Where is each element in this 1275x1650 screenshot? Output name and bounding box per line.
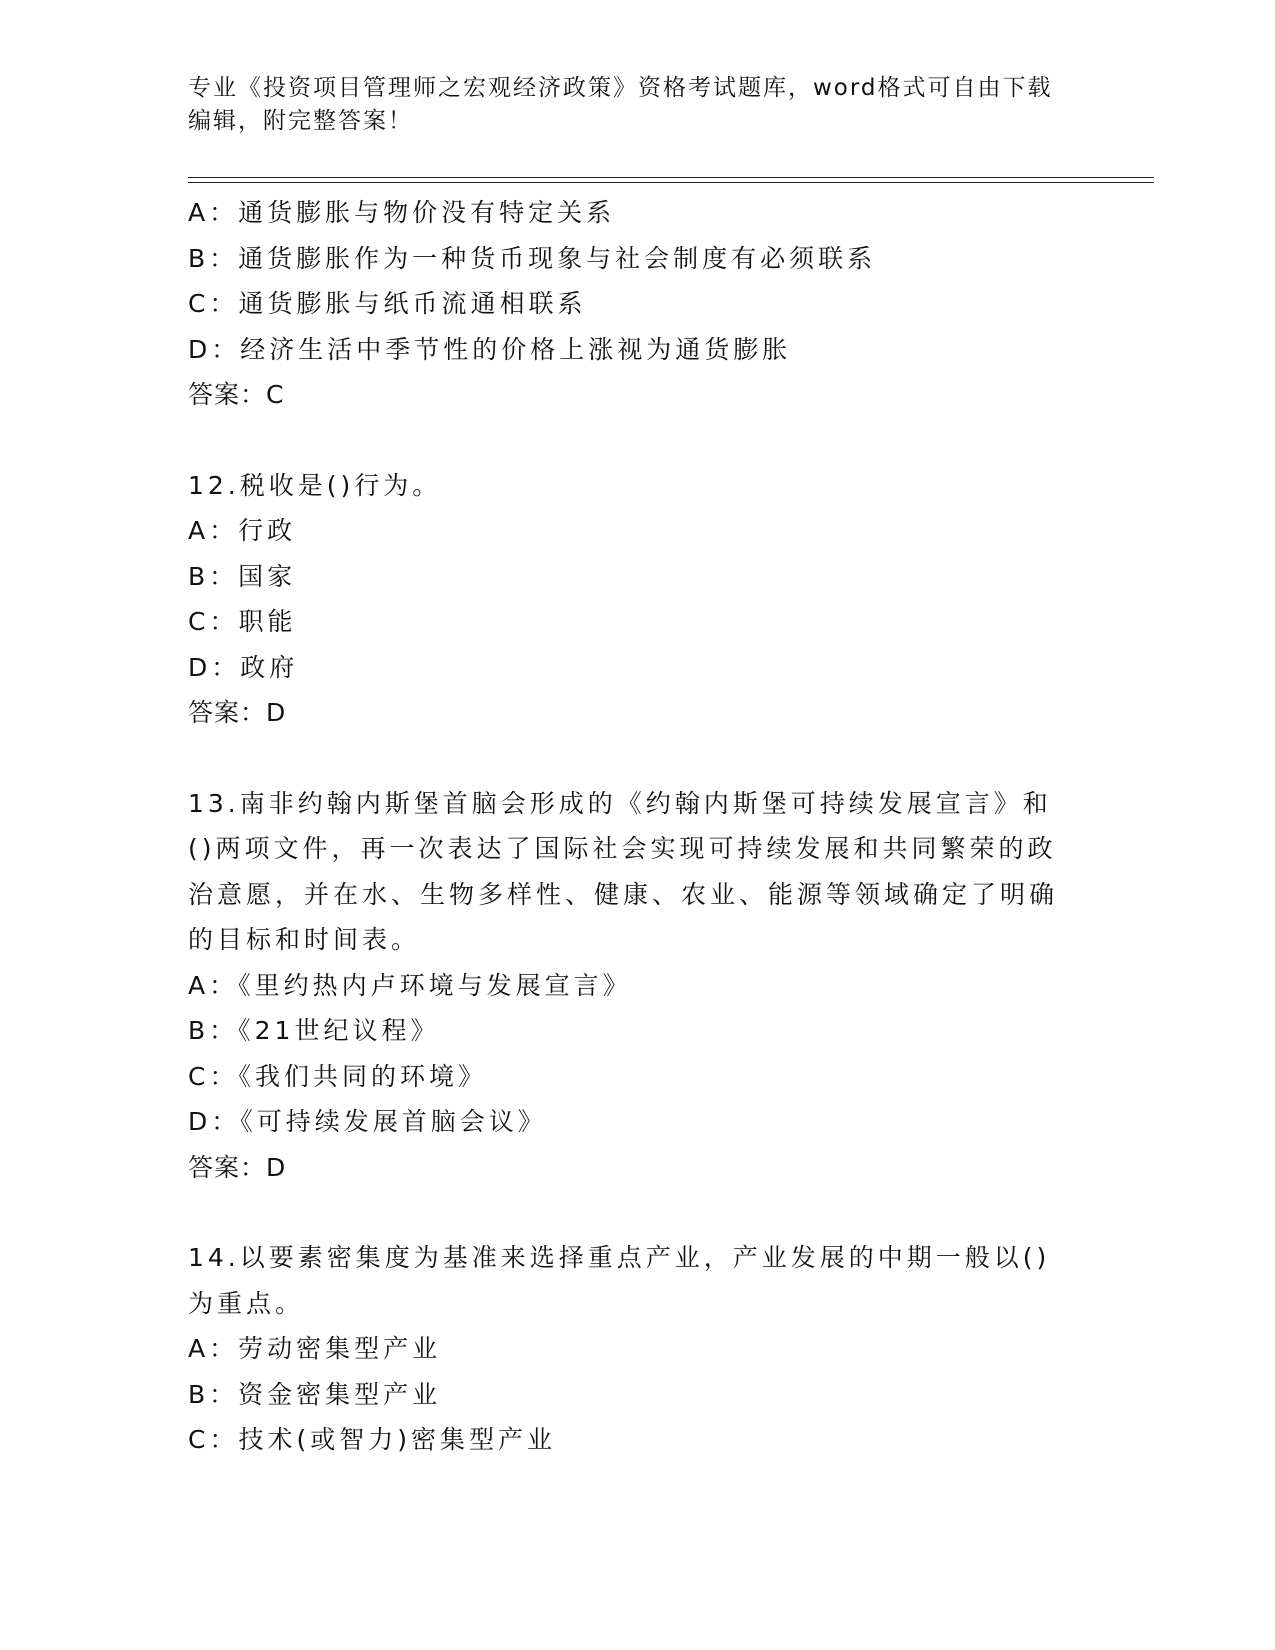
answer-line: 答案：C (188, 380, 285, 409)
question-text: 13.南非约翰内斯堡首脑会形成的《约翰内斯堡可持续发展宣言》和()两项文件，再一次表达了国际社会实现可持续发展和共同繁荣的政治意愿，并在水、生物多样性、健康、农业、能源等领域确定了明确的目标和时间表。 (188, 788, 1059, 954)
question-block (188, 1235, 1078, 1463)
question-text: 14.以要素密集度为基准来选择重点产业，产业发展的中期一般以()为重点。 (188, 1243, 1051, 1318)
option-a: A：《里约热内卢环境与发展宣言》 (188, 970, 632, 1000)
question-list (188, 190, 1078, 1463)
header-rule-bottom (188, 182, 1154, 183)
header-rule-top (188, 177, 1154, 178)
option-c: C：职能 (188, 607, 297, 636)
option-a: A：通货膨胀与物价没有特定关系 (188, 198, 616, 227)
question-block (188, 190, 1078, 418)
option-d: D：《可持续发展首脑会议》 (188, 1107, 547, 1136)
question-text: 12.税收是()行为。 (188, 470, 442, 500)
option-a: A：行政 (188, 516, 297, 545)
option-b: B：资金密集型产业 (188, 1379, 442, 1409)
question-block (188, 781, 1078, 1191)
option-d: D：经济生活中季节性的价格上涨视为通货膨胀 (188, 334, 792, 364)
option-d: D：政府 (188, 652, 299, 682)
option-a: A：劳动密集型产业 (188, 1334, 442, 1363)
answer-line: 答案：D (188, 1152, 287, 1182)
document-header: 专业《投资项目管理师之宏观经济政策》资格考试题库，word格式可自由下载编辑，附完整答案！ (188, 75, 1053, 134)
option-b: B：《21世纪议程》 (188, 1016, 440, 1045)
question-block (188, 463, 1078, 736)
option-c: C：技术(或智力)密集型产业 (188, 1425, 556, 1454)
option-b: B：国家 (188, 561, 297, 591)
answer-line: 答案：D (188, 698, 287, 727)
option-b: B：通货膨胀作为一种货币现象与社会制度有必须联系 (188, 243, 877, 273)
option-c: C：《我们共同的环境》 (188, 1061, 487, 1091)
option-c: C：通货膨胀与纸币流通相联系 (188, 289, 587, 318)
